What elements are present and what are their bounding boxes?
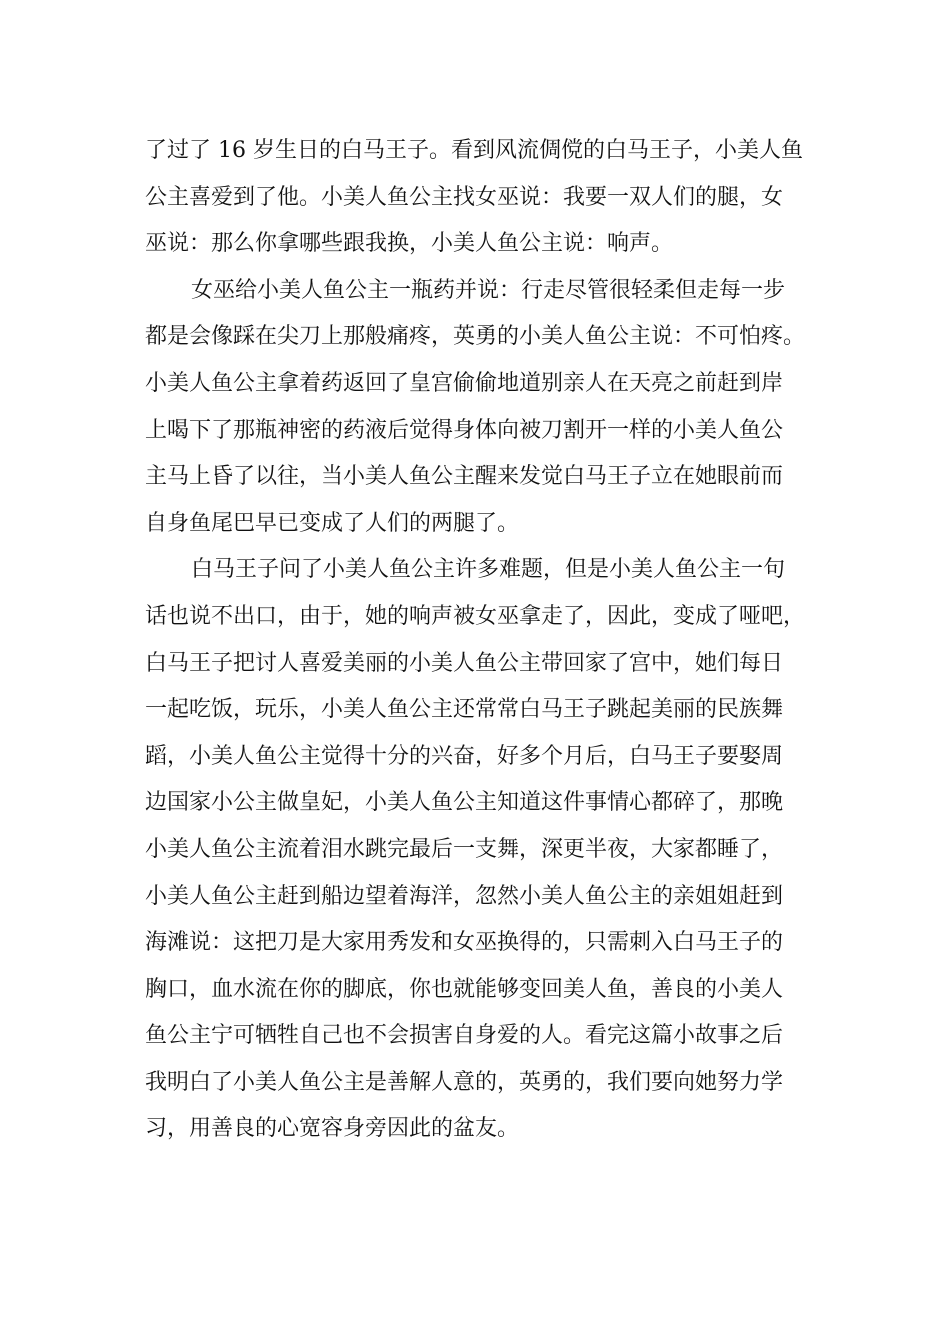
paragraph-line: 主马上昏了以往，当小美人鱼公主醒来发觉白马王子立在她眼前而 <box>145 464 784 490</box>
paragraph-line: 自身鱼尾巴早已变成了人们的两腿了。 <box>145 510 520 536</box>
paragraph-line: 一起吃饭，玩乐，小美人鱼公主还常常白马王子跳起美丽的民族舞 <box>145 697 784 723</box>
paragraph-line: 海滩说：这把刀是大家用秀发和女巫换得的，只需刺入白马王子的 <box>145 930 784 956</box>
paragraph-line: 白马王子问了小美人鱼公主许多难题，但是小美人鱼公主一句 <box>191 557 786 583</box>
paragraph-2 <box>145 268 805 548</box>
paragraph-line: 女巫给小美人鱼公主一瓶药并说：行走尽管很轻柔但走每一步 <box>191 277 786 303</box>
paragraph-line: 习，用善良的心宽容身旁因此的盆友。 <box>145 1116 520 1142</box>
paragraph-line: 胸口，血水流在你的脚底，你也就能够变回美人鱼，善良的小美人 <box>145 976 784 1002</box>
paragraph-line: 我明白了小美人鱼公主是善解人意的，英勇的，我们要向她努力学 <box>145 1069 784 1095</box>
paragraph-line: 了过了 16 岁生日的白马王子。看到风流倜傥的白马王子，小美人鱼 <box>145 138 803 163</box>
document-body <box>145 128 805 1153</box>
paragraph-line: 蹈，小美人鱼公主觉得十分的兴奋，好多个月后，白马王子要娶周 <box>145 743 784 769</box>
paragraph-line: 公主喜爱到了他。小美人鱼公主找女巫说：我要一双人们的腿，女 <box>145 184 784 210</box>
paragraph-line: 巫说：那么你拿哪些跟我换，小美人鱼公主说：响声。 <box>145 231 674 257</box>
paragraph-3 <box>145 547 805 1153</box>
paragraph-line: 话也说不出口，由于，她的响声被女巫拿走了，因此，变成了哑吧， <box>145 603 806 629</box>
paragraph-line: 都是会像踩在尖刀上那般痛疼，英勇的小美人鱼公主说：不可怕疼。 <box>145 324 806 350</box>
paragraph-line: 白马王子把讨人喜爱美丽的小美人鱼公主带回家了宫中，她们每日 <box>145 650 784 676</box>
paragraph-1 <box>145 128 805 268</box>
paragraph-line: 小美人鱼公主赶到船边望着海洋，忽然小美人鱼公主的亲姐姐赶到 <box>145 883 784 909</box>
paragraph-line: 上喝下了那瓶神密的药液后觉得身体向被刀割开一样的小美人鱼公 <box>145 417 784 443</box>
paragraph-line: 小美人鱼公主拿着药返回了皇宫偷偷地道别亲人在天亮之前赶到岸 <box>145 370 784 396</box>
paragraph-line: 鱼公主宁可牺牲自己也不会损害自身爱的人。看完这篇小故事之后 <box>145 1023 784 1049</box>
paragraph-line: 小美人鱼公主流着泪水跳完最后一支舞，深更半夜，大家都睡了， <box>145 836 784 862</box>
paragraph-line: 边国家小公主做皇妃，小美人鱼公主知道这件事情心都碎了，那晚 <box>145 790 784 816</box>
